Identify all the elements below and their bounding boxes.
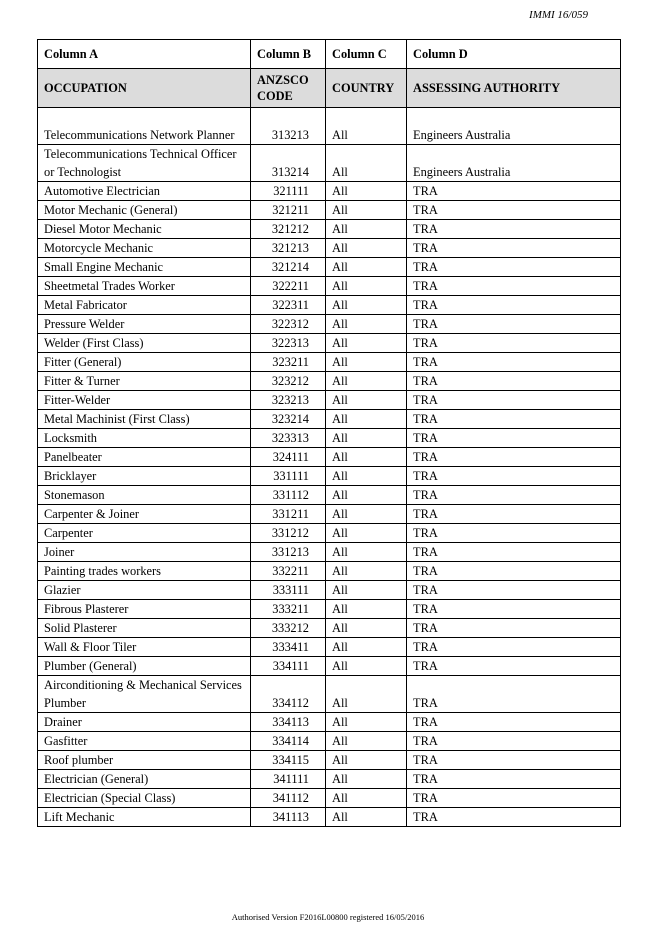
cell-authority: TRA [407,467,621,486]
cell-country: All [326,182,407,201]
table-row [38,789,621,808]
cell-occupation: Sheetmetal Trades Worker [38,277,251,296]
cell-code: 333211 [251,600,326,619]
cell-occupation: Wall & Floor Tiler [38,638,251,657]
column-title: Column C [326,40,407,69]
table-row [38,334,621,353]
cell-authority: TRA [407,448,621,467]
cell-code: 334111 [251,657,326,676]
cell-authority: Engineers Australia [407,145,621,182]
cell-country: All [326,619,407,638]
table-row [38,108,621,145]
cell-country: All [326,524,407,543]
table-row [38,258,621,277]
cell-code: 321212 [251,220,326,239]
cell-country: All [326,448,407,467]
cell-occupation: Fitter & Turner [38,372,251,391]
table-row [38,619,621,638]
cell-authority: TRA [407,676,621,713]
table-row [38,372,621,391]
cell-authority: TRA [407,486,621,505]
column-header: ANZSCO CODE [251,69,326,108]
cell-country: All [326,732,407,751]
table-row [38,410,621,429]
cell-code: 332211 [251,562,326,581]
cell-occupation: Pressure Welder [38,315,251,334]
cell-authority: TRA [407,619,621,638]
cell-occupation: Motor Mechanic (General) [38,201,251,220]
cell-occupation: Telecommunications Technical Officer or Technologist [38,145,251,182]
cell-country: All [326,467,407,486]
cell-occupation: Carpenter & Joiner [38,505,251,524]
cell-authority: TRA [407,429,621,448]
cell-authority: TRA [407,505,621,524]
cell-occupation: Bricklayer [38,467,251,486]
cell-authority: TRA [407,410,621,429]
cell-country: All [326,220,407,239]
cell-occupation: Gasfitter [38,732,251,751]
cell-authority: TRA [407,315,621,334]
cell-authority: TRA [407,600,621,619]
cell-country: All [326,543,407,562]
cell-occupation: Metal Machinist (First Class) [38,410,251,429]
cell-authority: TRA [407,581,621,600]
table-row [38,732,621,751]
cell-code: 322313 [251,334,326,353]
cell-authority: TRA [407,770,621,789]
cell-authority: TRA [407,713,621,732]
cell-occupation: Lift Mechanic [38,808,251,827]
column-title-row [38,40,621,69]
cell-occupation: Drainer [38,713,251,732]
cell-authority: TRA [407,732,621,751]
cell-code: 331112 [251,486,326,505]
cell-code: 321213 [251,239,326,258]
cell-code: 333111 [251,581,326,600]
cell-country: All [326,505,407,524]
cell-country: All [326,296,407,315]
cell-occupation: Electrician (General) [38,770,251,789]
cell-country: All [326,657,407,676]
column-header: OCCUPATION [38,69,251,108]
cell-code: 331111 [251,467,326,486]
table-body [38,108,621,827]
table-row [38,353,621,372]
table-row [38,751,621,770]
cell-country: All [326,315,407,334]
cell-code: 323313 [251,429,326,448]
cell-occupation: Glazier [38,581,251,600]
column-header-row [38,69,621,108]
cell-country: All [326,108,407,145]
cell-code: 334112 [251,676,326,713]
cell-authority: TRA [407,391,621,410]
table-row [38,315,621,334]
table-row [38,581,621,600]
table-row [38,524,621,543]
table-row [38,676,621,713]
table-row [38,145,621,182]
table-row [38,562,621,581]
cell-code: 322311 [251,296,326,315]
cell-occupation: Diesel Motor Mechanic [38,220,251,239]
cell-authority: TRA [407,638,621,657]
cell-occupation: Carpenter [38,524,251,543]
cell-authority: TRA [407,201,621,220]
cell-country: All [326,486,407,505]
cell-code: 321111 [251,182,326,201]
cell-country: All [326,581,407,600]
cell-country: All [326,429,407,448]
cell-authority: TRA [407,220,621,239]
cell-occupation: Fitter-Welder [38,391,251,410]
table-row [38,182,621,201]
cell-authority: TRA [407,562,621,581]
cell-occupation: Automotive Electrician [38,182,251,201]
cell-occupation: Plumber (General) [38,657,251,676]
table-row [38,277,621,296]
cell-authority: TRA [407,524,621,543]
cell-country: All [326,751,407,770]
footer-note: Authorised Version F2016L00800 registered 16/05/2016 [231,912,425,922]
cell-authority: TRA [407,182,621,201]
cell-country: All [326,334,407,353]
cell-occupation: Welder (First Class) [38,334,251,353]
cell-occupation: Small Engine Mechanic [38,258,251,277]
cell-code: 331211 [251,505,326,524]
cell-occupation: Painting trades workers [38,562,251,581]
cell-country: All [326,562,407,581]
column-header: COUNTRY [326,69,407,108]
cell-occupation: Roof plumber [38,751,251,770]
cell-code: 313214 [251,145,326,182]
table-row [38,657,621,676]
cell-authority: TRA [407,239,621,258]
cell-code: 341111 [251,770,326,789]
cell-occupation: Solid Plasterer [38,619,251,638]
cell-code: 341112 [251,789,326,808]
cell-authority: TRA [407,751,621,770]
cell-code: 323214 [251,410,326,429]
table-row [38,296,621,315]
table-row [38,600,621,619]
cell-code: 321211 [251,201,326,220]
table-row [38,713,621,732]
document-reference: IMMI 16/059 [529,9,588,21]
cell-code: 322211 [251,277,326,296]
cell-authority: Engineers Australia [407,108,621,145]
cell-country: All [326,600,407,619]
cell-code: 323211 [251,353,326,372]
cell-authority: TRA [407,808,621,827]
cell-occupation: Panelbeater [38,448,251,467]
cell-authority: TRA [407,258,621,277]
cell-country: All [326,789,407,808]
cell-authority: TRA [407,353,621,372]
cell-occupation: Locksmith [38,429,251,448]
table-row [38,638,621,657]
cell-country: All [326,277,407,296]
cell-occupation: Telecommunications Network Planner [38,108,251,145]
table-row [38,201,621,220]
cell-code: 322312 [251,315,326,334]
table-row [38,220,621,239]
cell-authority: TRA [407,296,621,315]
cell-code: 334114 [251,732,326,751]
column-header: ASSESSING AUTHORITY [407,69,621,108]
cell-country: All [326,676,407,713]
cell-country: All [326,353,407,372]
table-row [38,391,621,410]
table-row [38,467,621,486]
cell-code: 334115 [251,751,326,770]
cell-country: All [326,808,407,827]
table-row [38,239,621,258]
cell-code: 324111 [251,448,326,467]
cell-country: All [326,713,407,732]
cell-authority: TRA [407,372,621,391]
cell-country: All [326,770,407,789]
table-row [38,505,621,524]
cell-authority: TRA [407,543,621,562]
cell-code: 333411 [251,638,326,657]
column-title: Column D [407,40,621,69]
cell-country: All [326,258,407,277]
cell-authority: TRA [407,657,621,676]
cell-country: All [326,410,407,429]
table-row [38,543,621,562]
cell-occupation: Fibrous Plasterer [38,600,251,619]
cell-occupation: Joiner [38,543,251,562]
cell-occupation: Motorcycle Mechanic [38,239,251,258]
table-row [38,429,621,448]
cell-country: All [326,239,407,258]
cell-code: 333212 [251,619,326,638]
occupation-table [37,39,621,827]
cell-authority: TRA [407,334,621,353]
cell-code: 323213 [251,391,326,410]
cell-country: All [326,638,407,657]
cell-code: 321214 [251,258,326,277]
cell-country: All [326,391,407,410]
cell-occupation: Airconditioning & Mechanical Services Plumber [38,676,251,713]
cell-code: 334113 [251,713,326,732]
table-row [38,808,621,827]
column-title: Column A [38,40,251,69]
cell-authority: TRA [407,277,621,296]
cell-code: 341113 [251,808,326,827]
cell-code: 323212 [251,372,326,391]
cell-authority: TRA [407,789,621,808]
cell-code: 331212 [251,524,326,543]
table-row [38,448,621,467]
cell-country: All [326,145,407,182]
cell-code: 313213 [251,108,326,145]
cell-occupation: Metal Fabricator [38,296,251,315]
column-title: Column B [251,40,326,69]
table-row [38,770,621,789]
cell-occupation: Electrician (Special Class) [38,789,251,808]
cell-occupation: Stonemason [38,486,251,505]
cell-code: 331213 [251,543,326,562]
cell-occupation: Fitter (General) [38,353,251,372]
cell-country: All [326,372,407,391]
table-row [38,486,621,505]
cell-country: All [326,201,407,220]
